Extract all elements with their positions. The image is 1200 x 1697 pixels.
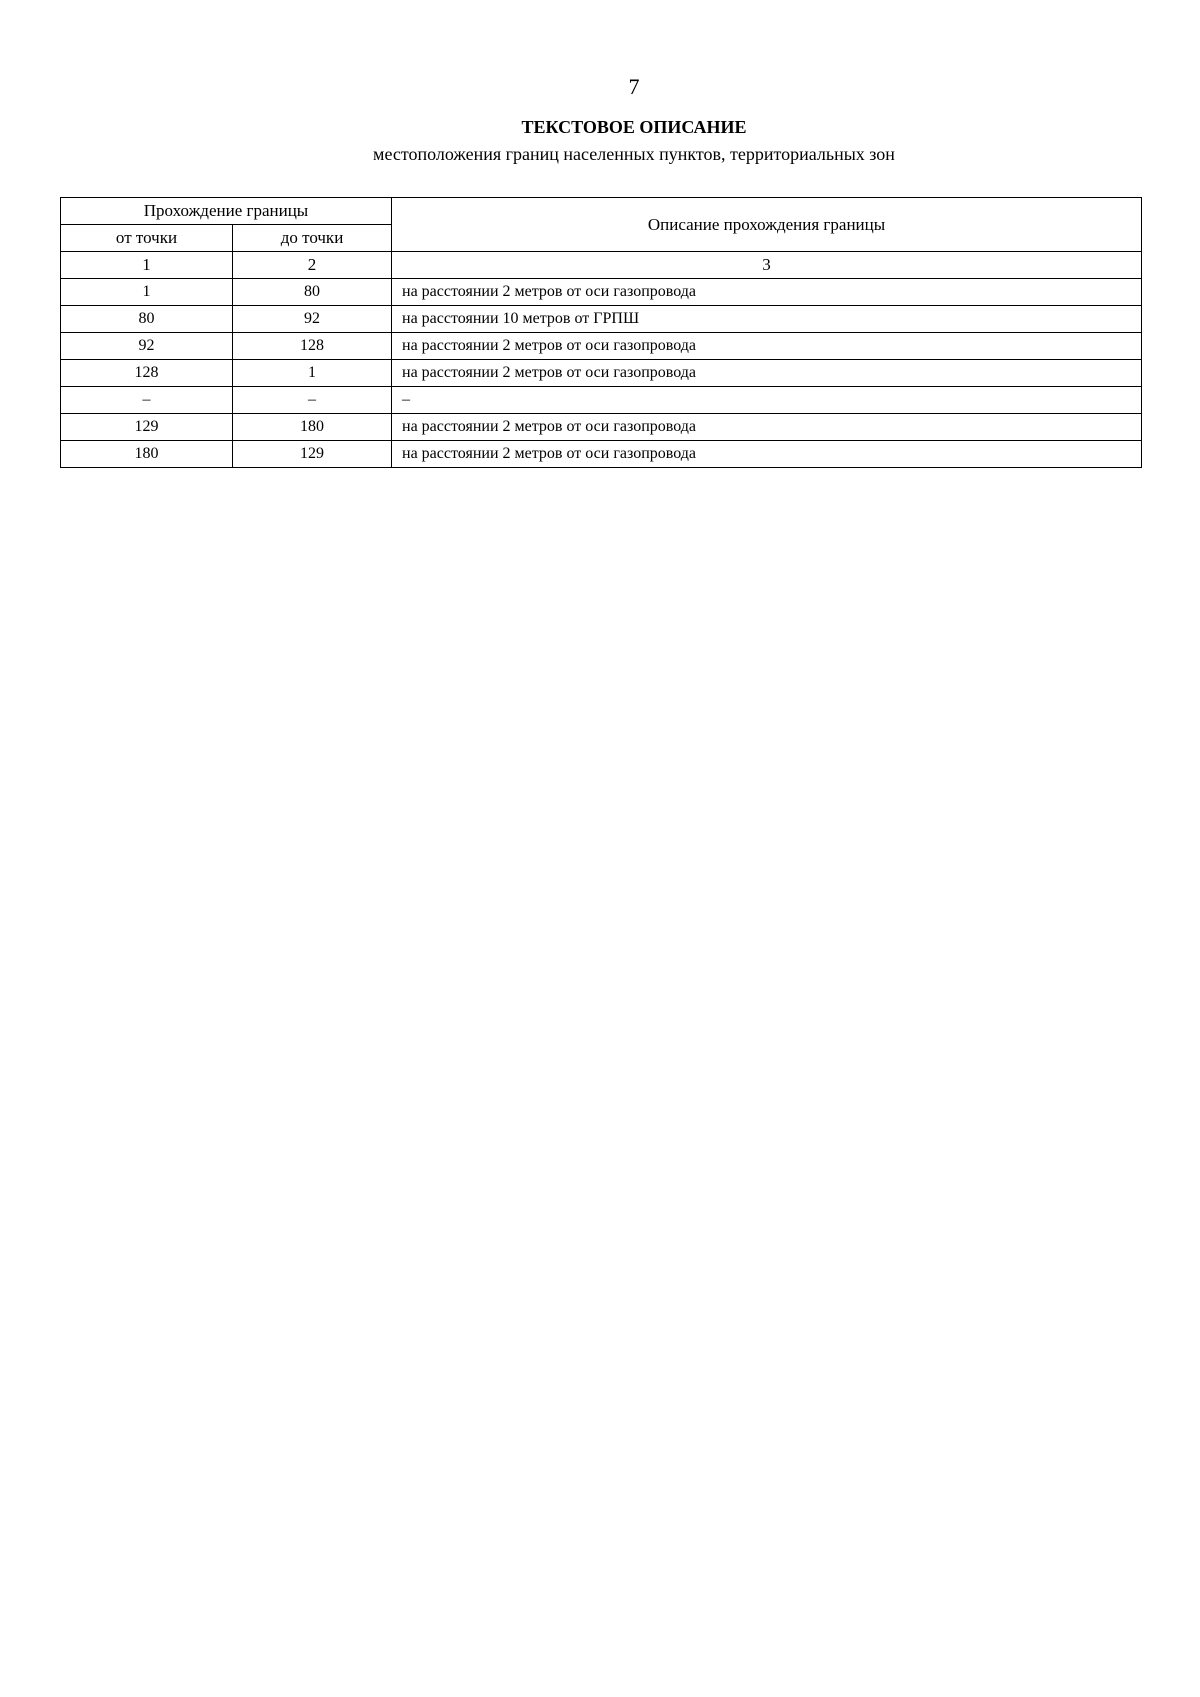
from-point-cell: 129	[61, 414, 233, 441]
document-title: ТЕКСТОВОЕ ОПИСАНИЕ	[521, 117, 747, 137]
column-number-row	[61, 252, 1142, 279]
column-number: 3	[392, 252, 1142, 279]
to-point-cell: 92	[233, 306, 392, 333]
header-from-point: от точки	[61, 225, 233, 252]
from-point-cell: 1	[61, 279, 233, 306]
description-cell: на расстоянии 2 метров от оси газопровода	[392, 360, 1142, 387]
column-number: 2	[233, 252, 392, 279]
from-point-cell: 92	[61, 333, 233, 360]
to-point-cell: 128	[233, 333, 392, 360]
table-row	[61, 333, 1142, 360]
header-boundary-passage: Прохождение границы	[61, 198, 392, 225]
column-number: 1	[61, 252, 233, 279]
page-number: 7	[628, 74, 640, 99]
table-row	[61, 414, 1142, 441]
description-cell: на расстоянии 2 метров от оси газопровода	[392, 279, 1142, 306]
table-row	[61, 306, 1142, 333]
to-point-cell: 1	[233, 360, 392, 387]
table-row	[61, 387, 1142, 414]
from-point-cell: 80	[61, 306, 233, 333]
to-point-cell: 129	[233, 441, 392, 468]
boundary-description-table	[60, 197, 1142, 468]
description-cell: на расстоянии 2 метров от оси газопровода	[392, 333, 1142, 360]
to-point-cell: –	[233, 387, 392, 414]
document-subtitle: местоположения границ населенных пунктов, территориальных зон	[373, 144, 895, 164]
description-cell: на расстоянии 2 метров от оси газопровода	[392, 441, 1142, 468]
from-point-cell: 180	[61, 441, 233, 468]
to-point-cell: 80	[233, 279, 392, 306]
to-point-cell: 180	[233, 414, 392, 441]
header-description: Описание прохождения границы	[392, 198, 1142, 252]
header-to-point: до точки	[233, 225, 392, 252]
description-cell: –	[392, 387, 1142, 414]
from-point-cell: 128	[61, 360, 233, 387]
table-header-row	[61, 198, 1142, 225]
description-cell: на расстоянии 2 метров от оси газопровода	[392, 414, 1142, 441]
table-row	[61, 279, 1142, 306]
table-row	[61, 441, 1142, 468]
description-cell: на расстоянии 10 метров от ГРПШ	[392, 306, 1142, 333]
from-point-cell: –	[61, 387, 233, 414]
table-row	[61, 360, 1142, 387]
